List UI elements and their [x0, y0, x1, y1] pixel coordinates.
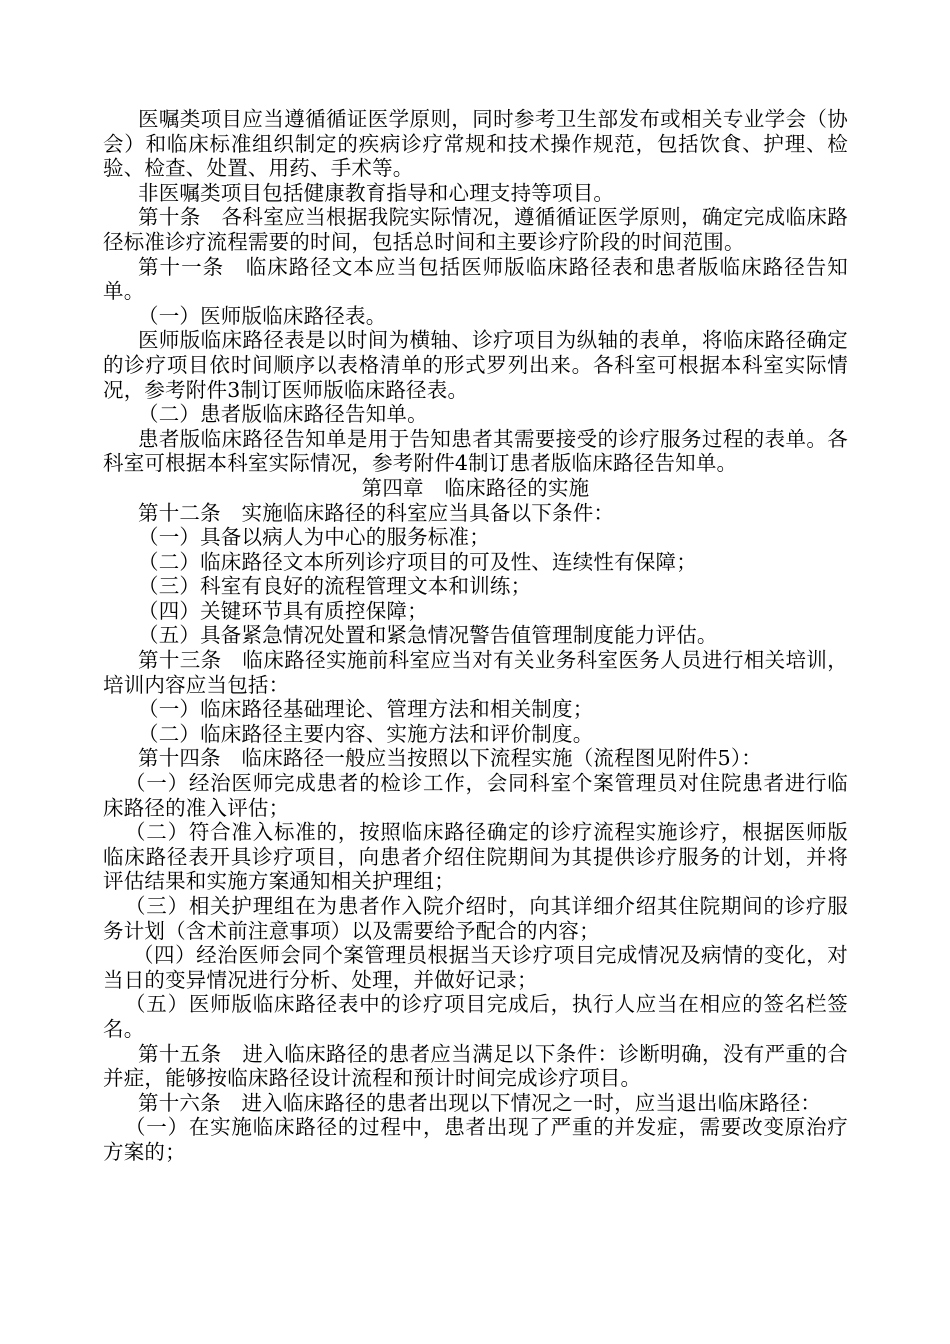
paragraph-patient-notice: 患者版临床路径告知单是用于告知患者其需要接受的诊疗服务过程的表单。各科室可根据本科室实际情况，参考附件4制订患者版临床路径告知单。: [103, 426, 848, 476]
article-15: 第十五条 进入临床路径的患者应当满足以下条件：诊断明确，没有严重的合并症，能够按临床路径设计流程和预计时间完成诊疗项目。: [103, 1041, 848, 1091]
article-11-item-2: （二）患者版临床路径告知单。: [138, 402, 428, 427]
article-14: 第十四条 临床路径一般应当按照以下流程实施（流程图见附件5）：: [138, 746, 762, 771]
article-11-item-1: （一）医师版临床路径表。: [138, 303, 387, 328]
article-12: 第十二条 实施临床路径的科室应当具备以下条件：: [138, 500, 615, 525]
chapter-heading: 第四章 临床路径的实施: [361, 475, 590, 500]
article-14-item-5: （五）医师版临床路径表中的诊疗项目完成后，执行人应当在相应的签名栏签名。: [103, 992, 848, 1041]
article-13-item-1: （一）临床路径基础理论、管理方法和相关制度；: [138, 697, 594, 722]
article-14-item-4: （四）经治医师会同个案管理员根据当天诊疗项目完成情况及病情的变化，对当日的变异情况进行分析、处理，并做好记录；: [103, 943, 848, 992]
article-12-item-4: （四）关键环节具有质控保障；: [138, 598, 428, 623]
paragraph-physician-pathway: 医师版临床路径表是以时间为横轴、诊疗项目为纵轴的表单，将临床路径确定的诊疗项目依时间顺序以表格清单的形式罗列出来。各科室可根据本科室实际情况，参考附件3制订医师版临床路径表。: [103, 328, 848, 402]
article-14-item-1: （一）经治医师完成患者的检诊工作，会同科室个案管理员对住院患者进行临床路径的准入评估；: [103, 771, 848, 820]
article-16-item-1: （一）在实施临床路径的过程中，患者出现了严重的并发症，需要改变原治疗方案的；: [103, 1115, 848, 1164]
article-12-item-3: （三）科室有良好的流程管理文本和训练；: [138, 574, 532, 599]
paragraph-2: 非医嘱类项目包括健康教育指导和心理支持等项目。: [138, 180, 615, 205]
article-12-item-1: （一）具备以病人为中心的服务标准；: [138, 525, 490, 550]
article-14-item-3: （三）相关护理组在为患者作入院介绍时，向其详细介绍其住院期间的诊疗服务计划（含术前注意事项）以及需要给予配合的内容；: [103, 894, 848, 943]
article-12-item-2: （二）临床路径文本所列诊疗项目的可及性、连续性有保障；: [138, 549, 697, 574]
article-16: 第十六条 进入临床路径的患者出现以下情况之一时，应当退出临床路径：: [138, 1090, 822, 1115]
paragraph-1: 医嘱类项目应当遵循循证医学原则，同时参考卫生部发布或相关专业学会（协会）和临床标准组织制定的疾病诊疗常规和技术操作规范，包括饮食、护理、检验、检查、处置、用药、手术等。: [103, 107, 848, 181]
article-11: 第十一条 临床路径文本应当包括医师版临床路径表和患者版临床路径告知单。: [103, 254, 848, 304]
article-10: 第十条 各科室应当根据我院实际情况，遵循循证医学原则，确定完成临床路径标准诊疗流程需要的时间，包括总时间和主要诊疗阶段的时间范围。: [103, 205, 848, 254]
article-13-item-2: （二）临床路径主要内容、实施方法和评价制度。: [138, 721, 594, 746]
article-13: 第十三条 临床路径实施前科室应当对有关业务科室医务人员进行相关培训，培训内容应当包括：: [103, 648, 848, 697]
document-body: [103, 107, 848, 1165]
article-14-item-2: （二）符合准入标准的，按照临床路径确定的诊疗流程实施诊疗，根据医师版临床路径表开具诊疗项目，向患者介绍住院期间为其提供诊疗服务的计划，并将评估结果和实施方案通知相关护理组；: [103, 820, 848, 894]
article-12-item-5: （五）具备紧急情况处置和紧急情况警告值管理制度能力评估。: [138, 623, 718, 648]
